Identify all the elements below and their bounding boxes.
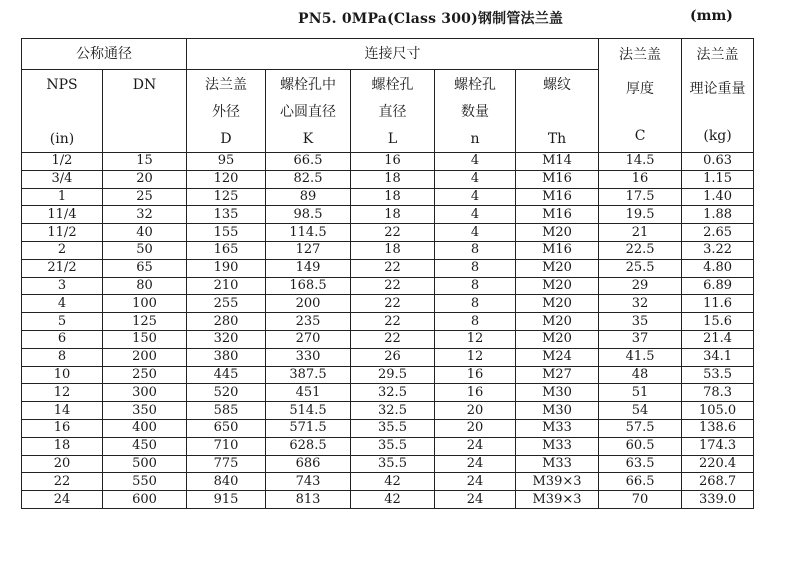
- cell-d: 650: [187, 419, 266, 437]
- cell-weight: 1.15: [682, 170, 754, 188]
- cell-dn: 125: [103, 313, 187, 331]
- cell-weight: 4.80: [682, 259, 754, 277]
- cell-th: M33: [516, 455, 599, 473]
- cell-d: 775: [187, 455, 266, 473]
- cell-n: 4: [435, 206, 516, 224]
- cell-c: 60.5: [599, 437, 682, 455]
- header-n-l2: 数量: [461, 104, 489, 120]
- cell-k: 114.5: [266, 224, 351, 242]
- cell-dn: 50: [103, 241, 187, 259]
- cell-n: 4: [435, 153, 516, 171]
- header-th-l1: 螺纹: [543, 77, 572, 93]
- cell-nps: 20: [22, 455, 103, 473]
- cell-weight: 15.6: [682, 313, 754, 331]
- cell-k: 387.5: [266, 366, 351, 384]
- cell-c: 16: [599, 170, 682, 188]
- cell-c: 35: [599, 313, 682, 331]
- table-row: [22, 241, 754, 259]
- cell-n: 24: [435, 455, 516, 473]
- cell-l: 29.5: [351, 366, 435, 384]
- cell-c: 57.5: [599, 419, 682, 437]
- cell-dn: 250: [103, 366, 187, 384]
- cell-th: M27: [516, 366, 599, 384]
- cell-l: 22: [351, 313, 435, 331]
- cell-n: 12: [435, 330, 516, 348]
- header-nps-label: NPS: [46, 77, 78, 93]
- header-k-l2: 心圆直径: [280, 104, 336, 120]
- cell-dn: 65: [103, 259, 187, 277]
- header-n-l1: 螺栓孔: [454, 77, 496, 93]
- cell-d: 155: [187, 224, 266, 242]
- cell-nps: 10: [22, 366, 103, 384]
- cell-th: M20: [516, 330, 599, 348]
- table-row: [22, 170, 754, 188]
- cell-k: 686: [266, 455, 351, 473]
- cell-weight: 0.63: [682, 153, 754, 171]
- cell-th: M16: [516, 188, 599, 206]
- cell-nps: 3/4: [22, 170, 103, 188]
- cell-l: 35.5: [351, 437, 435, 455]
- cell-th: M20: [516, 259, 599, 277]
- cell-th: M20: [516, 277, 599, 295]
- header-connection: 连接尺寸: [187, 39, 599, 70]
- cell-weight: 1.40: [682, 188, 754, 206]
- header-d-l2: 外径: [212, 104, 240, 120]
- cell-c: 17.5: [599, 188, 682, 206]
- header-l-sym: L: [387, 131, 398, 147]
- table-row: [22, 295, 754, 313]
- cell-weight: 3.22: [682, 241, 754, 259]
- cell-n: 4: [435, 170, 516, 188]
- cell-nps: 16: [22, 419, 103, 437]
- cell-k: 168.5: [266, 277, 351, 295]
- cell-dn: 350: [103, 402, 187, 420]
- cell-th: M33: [516, 437, 599, 455]
- cell-dn: 600: [103, 491, 187, 509]
- table-row: [22, 153, 754, 171]
- header-k-sym: K: [302, 131, 314, 147]
- cell-k: 743: [266, 473, 351, 491]
- header-nominal: 公称通径: [22, 39, 187, 70]
- cell-c: 48: [599, 366, 682, 384]
- cell-dn: 300: [103, 384, 187, 402]
- cell-c: 70: [599, 491, 682, 509]
- cell-k: 66.5: [266, 153, 351, 171]
- cell-th: M30: [516, 384, 599, 402]
- cell-l: 22: [351, 259, 435, 277]
- header-weight-l2: 理论重量: [689, 81, 746, 98]
- table-row: [22, 384, 754, 402]
- cell-th: M39×3: [516, 473, 599, 491]
- cell-dn: 20: [103, 170, 187, 188]
- table-row: [22, 259, 754, 277]
- header-th: [516, 70, 599, 153]
- header-thickness-l1: 法兰盖: [619, 46, 662, 63]
- cell-l: 22: [351, 295, 435, 313]
- cell-l: 35.5: [351, 419, 435, 437]
- cell-nps: 11/2: [22, 224, 103, 242]
- header-weight: [682, 39, 754, 153]
- cell-c: 22.5: [599, 241, 682, 259]
- cell-th: M33: [516, 419, 599, 437]
- cell-d: 840: [187, 473, 266, 491]
- cell-l: 18: [351, 188, 435, 206]
- cell-k: 127: [266, 241, 351, 259]
- cell-d: 585: [187, 402, 266, 420]
- cell-l: 18: [351, 241, 435, 259]
- header-thickness-sym: C: [634, 128, 646, 145]
- cell-n: 16: [435, 384, 516, 402]
- cell-d: 135: [187, 206, 266, 224]
- cell-dn: 150: [103, 330, 187, 348]
- cell-weight: 11.6: [682, 295, 754, 313]
- cell-n: 20: [435, 402, 516, 420]
- cell-k: 514.5: [266, 402, 351, 420]
- cell-k: 89: [266, 188, 351, 206]
- cell-d: 165: [187, 241, 266, 259]
- cell-weight: 174.3: [682, 437, 754, 455]
- cell-th: M39×3: [516, 491, 599, 509]
- cell-n: 8: [435, 277, 516, 295]
- header-weight-l1: 法兰盖: [696, 46, 739, 63]
- cell-weight: 2.65: [682, 224, 754, 242]
- cell-d: 380: [187, 348, 266, 366]
- header-th-sym: Th: [547, 131, 567, 147]
- table-row: [22, 188, 754, 206]
- cell-n: 8: [435, 241, 516, 259]
- cell-dn: 80: [103, 277, 187, 295]
- header-k: [266, 70, 351, 153]
- table-row: [22, 491, 754, 509]
- cell-k: 628.5: [266, 437, 351, 455]
- table-row: [22, 330, 754, 348]
- table-row: [22, 455, 754, 473]
- cell-weight: 105.0: [682, 402, 754, 420]
- cell-k: 571.5: [266, 419, 351, 437]
- unit-label: (mm): [690, 8, 733, 24]
- cell-th: M14: [516, 153, 599, 171]
- table-row: [22, 437, 754, 455]
- cell-weight: 6.89: [682, 277, 754, 295]
- cell-dn: 40: [103, 224, 187, 242]
- cell-k: 813: [266, 491, 351, 509]
- cell-weight: 268.7: [682, 473, 754, 491]
- cell-th: M20: [516, 295, 599, 313]
- cell-nps: 11/4: [22, 206, 103, 224]
- header-thickness-l2: 厚度: [626, 81, 655, 98]
- cell-nps: 3: [22, 277, 103, 295]
- header-l-l1: 螺栓孔: [371, 77, 414, 93]
- cell-nps: 2: [22, 241, 103, 259]
- cell-th: M24: [516, 348, 599, 366]
- cell-nps: 1: [22, 188, 103, 206]
- cell-weight: 220.4: [682, 455, 754, 473]
- cell-n: 24: [435, 473, 516, 491]
- header-n: [435, 70, 516, 153]
- cell-n: 16: [435, 366, 516, 384]
- cell-c: 41.5: [599, 348, 682, 366]
- cell-nps: 8: [22, 348, 103, 366]
- cell-n: 8: [435, 259, 516, 277]
- header-d-l1: 法兰盖: [205, 77, 247, 93]
- cell-dn: 32: [103, 206, 187, 224]
- cell-d: 710: [187, 437, 266, 455]
- cell-dn: 450: [103, 437, 187, 455]
- cell-l: 18: [351, 170, 435, 188]
- cell-k: 98.5: [266, 206, 351, 224]
- cell-c: 51: [599, 384, 682, 402]
- flange-table: [21, 38, 754, 509]
- cell-c: 32: [599, 295, 682, 313]
- cell-nps: 5: [22, 313, 103, 331]
- cell-nps: 18: [22, 437, 103, 455]
- table-title: PN5. 0MPa(Class 300)钢制管法兰盖: [298, 11, 564, 27]
- cell-l: 18: [351, 206, 435, 224]
- header-nps-unit: (in): [49, 131, 75, 147]
- table-row: [22, 348, 754, 366]
- header-l: [351, 70, 435, 153]
- cell-th: M16: [516, 206, 599, 224]
- header-thickness: [599, 39, 682, 153]
- cell-l: 22: [351, 277, 435, 295]
- cell-dn: 500: [103, 455, 187, 473]
- table-row: [22, 402, 754, 420]
- cell-c: 19.5: [599, 206, 682, 224]
- header-dn-label: DN: [132, 77, 157, 93]
- header-nps: [22, 70, 103, 153]
- cell-dn: 550: [103, 473, 187, 491]
- cell-weight: 339.0: [682, 491, 754, 509]
- cell-d: 210: [187, 277, 266, 295]
- table-row: [22, 419, 754, 437]
- cell-weight: 21.4: [682, 330, 754, 348]
- cell-c: 66.5: [599, 473, 682, 491]
- cell-k: 270: [266, 330, 351, 348]
- table-row: [22, 366, 754, 384]
- cell-n: 24: [435, 491, 516, 509]
- cell-d: 915: [187, 491, 266, 509]
- cell-k: 451: [266, 384, 351, 402]
- table-row: [22, 206, 754, 224]
- cell-c: 54: [599, 402, 682, 420]
- cell-nps: 24: [22, 491, 103, 509]
- cell-l: 26: [351, 348, 435, 366]
- cell-d: 445: [187, 366, 266, 384]
- table-row: [22, 224, 754, 242]
- cell-dn: 400: [103, 419, 187, 437]
- cell-dn: 15: [103, 153, 187, 171]
- cell-th: M16: [516, 170, 599, 188]
- cell-c: 63.5: [599, 455, 682, 473]
- cell-weight: 138.6: [682, 419, 754, 437]
- cell-c: 37: [599, 330, 682, 348]
- cell-d: 125: [187, 188, 266, 206]
- cell-k: 235: [266, 313, 351, 331]
- cell-n: 24: [435, 437, 516, 455]
- cell-nps: 12: [22, 384, 103, 402]
- cell-k: 200: [266, 295, 351, 313]
- cell-l: 22: [351, 330, 435, 348]
- cell-dn: 200: [103, 348, 187, 366]
- cell-n: 4: [435, 188, 516, 206]
- cell-n: 4: [435, 224, 516, 242]
- cell-l: 32.5: [351, 402, 435, 420]
- cell-k: 82.5: [266, 170, 351, 188]
- header-weight-unit: (kg): [703, 128, 732, 145]
- header-k-l1: 螺栓孔中: [280, 77, 336, 93]
- cell-l: 16: [351, 153, 435, 171]
- cell-th: M16: [516, 241, 599, 259]
- header-d-sym: D: [220, 131, 232, 147]
- cell-th: M20: [516, 224, 599, 242]
- cell-weight: 1.88: [682, 206, 754, 224]
- cell-c: 21: [599, 224, 682, 242]
- cell-d: 190: [187, 259, 266, 277]
- header-dn: [103, 70, 187, 153]
- header-d: [187, 70, 266, 153]
- cell-d: 520: [187, 384, 266, 402]
- title-bar: [0, 8, 790, 28]
- cell-weight: 34.1: [682, 348, 754, 366]
- cell-l: 42: [351, 491, 435, 509]
- cell-weight: 78.3: [682, 384, 754, 402]
- cell-dn: 25: [103, 188, 187, 206]
- cell-weight: 53.5: [682, 366, 754, 384]
- cell-d: 320: [187, 330, 266, 348]
- cell-c: 29: [599, 277, 682, 295]
- cell-d: 120: [187, 170, 266, 188]
- cell-n: 20: [435, 419, 516, 437]
- cell-nps: 14: [22, 402, 103, 420]
- cell-l: 32.5: [351, 384, 435, 402]
- cell-c: 25.5: [599, 259, 682, 277]
- cell-nps: 22: [22, 473, 103, 491]
- cell-th: M30: [516, 402, 599, 420]
- cell-nps: 21/2: [22, 259, 103, 277]
- cell-l: 42: [351, 473, 435, 491]
- cell-k: 330: [266, 348, 351, 366]
- table-row: [22, 277, 754, 295]
- cell-nps: 4: [22, 295, 103, 313]
- cell-n: 8: [435, 295, 516, 313]
- table-row: [22, 473, 754, 491]
- cell-th: M20: [516, 313, 599, 331]
- header-l-l2: 直径: [378, 104, 407, 120]
- cell-l: 35.5: [351, 455, 435, 473]
- cell-nps: 1/2: [22, 153, 103, 171]
- cell-d: 255: [187, 295, 266, 313]
- cell-dn: 100: [103, 295, 187, 313]
- header-n-sym: n: [470, 131, 480, 147]
- cell-n: 8: [435, 313, 516, 331]
- cell-k: 149: [266, 259, 351, 277]
- table-row: [22, 313, 754, 331]
- cell-d: 95: [187, 153, 266, 171]
- cell-n: 12: [435, 348, 516, 366]
- cell-d: 280: [187, 313, 266, 331]
- cell-nps: 6: [22, 330, 103, 348]
- cell-l: 22: [351, 224, 435, 242]
- cell-c: 14.5: [599, 153, 682, 171]
